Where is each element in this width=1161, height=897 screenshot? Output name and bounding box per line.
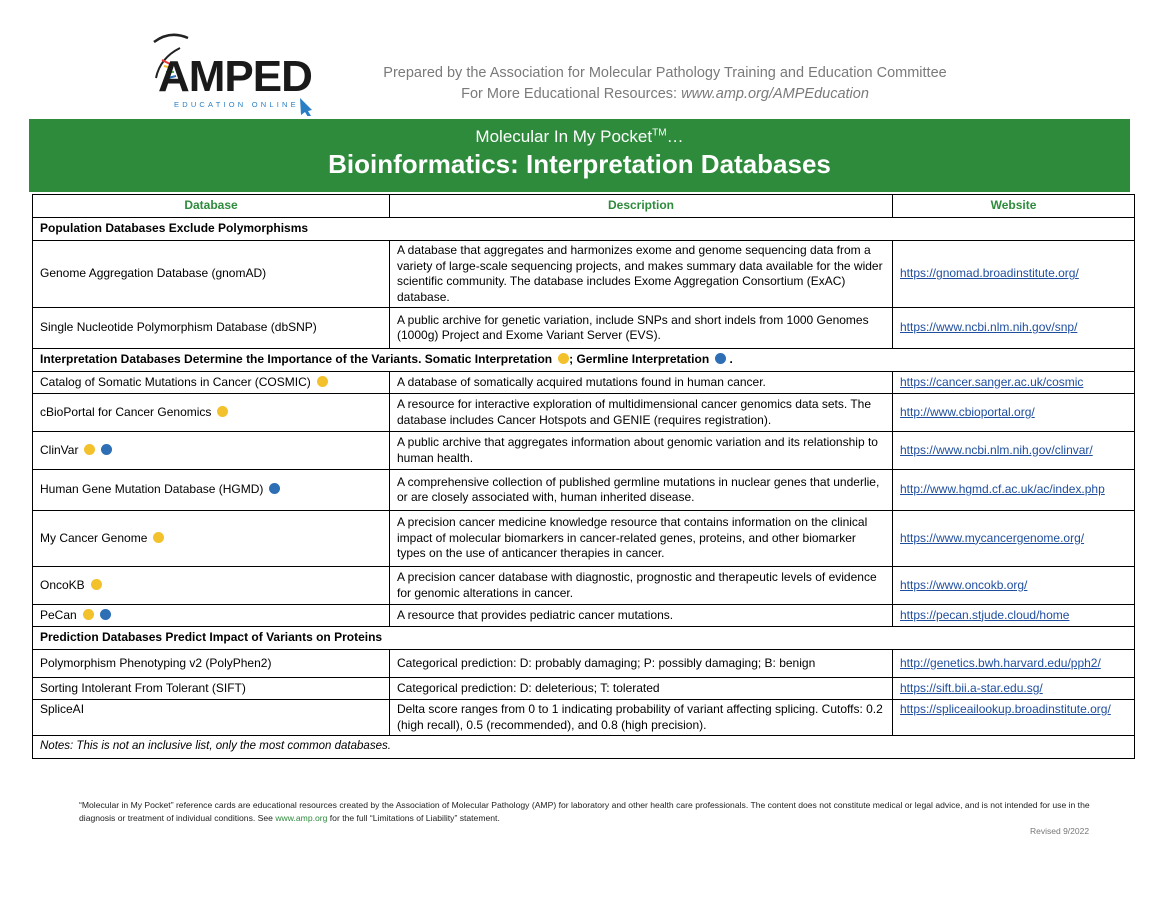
section-title-population: Population Databases Exclude Polymorphisms	[33, 218, 1135, 241]
notes-row	[33, 736, 1135, 759]
trademark-mark: TM	[652, 127, 667, 139]
table-row	[33, 605, 1135, 627]
prepared-by-text: Prepared by the Association for Molecular Pathology Training and Education Committee	[383, 65, 947, 81]
legend-period: .	[726, 352, 733, 367]
disclaimer	[79, 799, 1119, 825]
db-name: Human Gene Mutation Database (HGMD)	[40, 482, 264, 497]
title-banner	[29, 119, 1130, 192]
db-description: A precision cancer database with diagnostic, prognostic and therapeutic levels of evidence for genomic alterations in cancer.	[390, 567, 893, 605]
db-name: PeCan	[40, 607, 77, 622]
db-website-link[interactable]: https://cancer.sanger.ac.uk/cosmic	[900, 374, 1084, 389]
somatic-dot-icon	[84, 444, 95, 455]
table-notes: Notes: This is not an inclusive list, only the most common databases.	[33, 736, 1135, 759]
banner-subtitle	[29, 127, 1130, 147]
table-row	[33, 700, 1135, 736]
db-name: My Cancer Genome	[40, 530, 148, 545]
germline-dot-icon	[100, 609, 111, 620]
somatic-legend-text: Interpretation Databases Determine the Importance of the Variants. Somatic Interpretation	[40, 352, 553, 367]
table-row	[33, 394, 1135, 432]
db-website-link[interactable]: https://www.mycancergenome.org/	[900, 530, 1085, 545]
resources-url[interactable]: www.amp.org/AMPEducation	[681, 86, 869, 102]
disclaimer-text-end: for the full “Limitations of Liability” statement.	[327, 813, 500, 823]
somatic-dot-icon	[317, 376, 328, 387]
db-name: Sorting Intolerant From Tolerant (SIFT)	[33, 678, 390, 700]
db-description: A database that aggregates and harmonizes exome and genome sequencing data from a variety of large-scale sequencing projects, and makes summary data available for the wider scientific community. The database includes Exome Aggregation Consortium (ExAC) database.	[390, 241, 893, 308]
table-row	[33, 241, 1135, 308]
somatic-dot-icon	[91, 579, 102, 590]
database-table	[32, 194, 1135, 759]
column-header-description: Description	[390, 195, 893, 218]
db-website-link[interactable]: https://spliceailookup.broadinstitute.org/	[900, 702, 1111, 716]
db-description: A public archive that aggregates information about genomic variation and its relationship to human health.	[390, 432, 893, 470]
db-description: A comprehensive collection of published germline mutations in nuclear genes that underlie, or are closely associated with, human inherited disease.	[390, 470, 893, 511]
table-row	[33, 678, 1135, 700]
db-name: Catalog of Somatic Mutations in Cancer (COSMIC)	[40, 374, 311, 389]
db-description: A precision cancer medicine knowledge resource that contains information on the clinical impact of molecular biomarkers in cancer-related genes, proteins, and other biomarker types on the use of anticancer therapies in cancer.	[390, 511, 893, 567]
resources-prefix: For More Educational Resources:	[461, 86, 682, 102]
table-row	[33, 567, 1135, 605]
section-title-prediction: Prediction Databases Predict Impact of Variants on Proteins	[33, 627, 1135, 650]
db-website-link[interactable]: https://pecan.stjude.cloud/home	[900, 607, 1070, 622]
db-description: Categorical prediction: D: deleterious; T: tolerated	[390, 678, 893, 700]
table-row	[33, 650, 1135, 678]
table-row	[33, 308, 1135, 349]
db-description: Categorical prediction: D: probably damaging; P: possibly damaging; B: benign	[390, 650, 893, 678]
db-description: Delta score ranges from 0 to 1 indicating probability of variant affecting splicing. Cutoffs: 0.2 (high recall), 0.5 (recommended), and 0.8 (high precision).	[390, 700, 893, 736]
db-name: cBioPortal for Cancer Genomics	[40, 404, 212, 419]
db-name: Single Nucleotide Polymorphism Database (dbSNP)	[33, 308, 390, 349]
db-name: OncoKB	[40, 577, 85, 592]
table-row	[33, 432, 1135, 470]
db-website-link[interactable]: http://www.cbioportal.org/	[900, 404, 1035, 419]
disclaimer-text: “Molecular in My Pocket” reference cards are educational resources created by the Association of Molecular Pathology (AMP) for laboratory and other health care professionals. The content does not constitute medical or legal advice, and is not intended for use in the diagnosis or treatment of individual conditions. See	[79, 800, 1090, 823]
db-website-link[interactable]: https://www.ncbi.nlm.nih.gov/clinvar/	[900, 442, 1093, 457]
section-row-population	[33, 218, 1135, 241]
db-name: Polymorphism Phenotyping v2 (PolyPhen2)	[33, 650, 390, 678]
germline-dot-icon	[269, 483, 280, 494]
subtitle-ellipsis: …	[666, 127, 684, 146]
db-website-link[interactable]: http://www.hgmd.cf.ac.uk/ac/index.php	[900, 482, 1105, 497]
somatic-dot-icon	[217, 406, 228, 417]
revised-date: Revised 9/2022	[1030, 826, 1090, 836]
table-header-row	[33, 195, 1135, 218]
germline-dot-icon	[715, 353, 726, 364]
column-header-website: Website	[893, 195, 1135, 218]
db-name: ClinVar	[40, 442, 79, 457]
db-description: A resource that provides pediatric cancer mutations.	[390, 605, 893, 627]
table-row	[33, 511, 1135, 567]
amp-link[interactable]: www.amp.org	[275, 813, 328, 823]
db-website-link[interactable]: https://www.ncbi.nlm.nih.gov/snp/	[900, 320, 1078, 335]
db-name: SpliceAI	[33, 700, 390, 736]
amp-education-logo	[150, 28, 320, 116]
germline-legend-text: ; Germline Interpretation	[569, 352, 710, 367]
table-row	[33, 372, 1135, 394]
section-title-interpretation	[33, 349, 1135, 372]
germline-dot-icon	[101, 444, 112, 455]
db-description: A public archive for genetic variation, include SNPs and short indels from 1000 Genomes (1000g) Project and Exome Variant Server (EVS).	[390, 308, 893, 349]
table-row	[33, 470, 1135, 511]
somatic-dot-icon	[153, 532, 164, 543]
db-description: A resource for interactive exploration of multidimensional cancer genomics data sets. The database includes Cancer Hotspots and GENIE (requires registration).	[390, 394, 893, 432]
column-header-database: Database	[33, 195, 390, 218]
db-description: A database of somatically acquired mutations found in human cancer.	[390, 372, 893, 394]
page-title: Bioinformatics: Interpretation Databases	[328, 149, 831, 179]
somatic-dot-icon	[558, 353, 569, 364]
somatic-dot-icon	[83, 609, 94, 620]
logo-tagline: EDUCATION ONLINE	[174, 100, 299, 109]
db-website-link[interactable]: http://genetics.bwh.harvard.edu/pph2/	[900, 655, 1101, 670]
db-name: Genome Aggregation Database (gnomAD)	[33, 241, 390, 308]
subtitle-text: Molecular In My Pocket	[475, 127, 653, 146]
header-credit	[330, 63, 1000, 105]
db-website-link[interactable]: https://sift.bii.a-star.edu.sg/	[900, 680, 1043, 695]
db-website-link[interactable]: https://gnomad.broadinstitute.org/	[900, 266, 1079, 281]
section-row-prediction	[33, 627, 1135, 650]
resources-line	[330, 84, 1000, 105]
logo-wordmark: AMPED	[158, 52, 312, 101]
db-website-link[interactable]: https://www.oncokb.org/	[900, 577, 1028, 592]
section-row-interpretation	[33, 349, 1135, 372]
